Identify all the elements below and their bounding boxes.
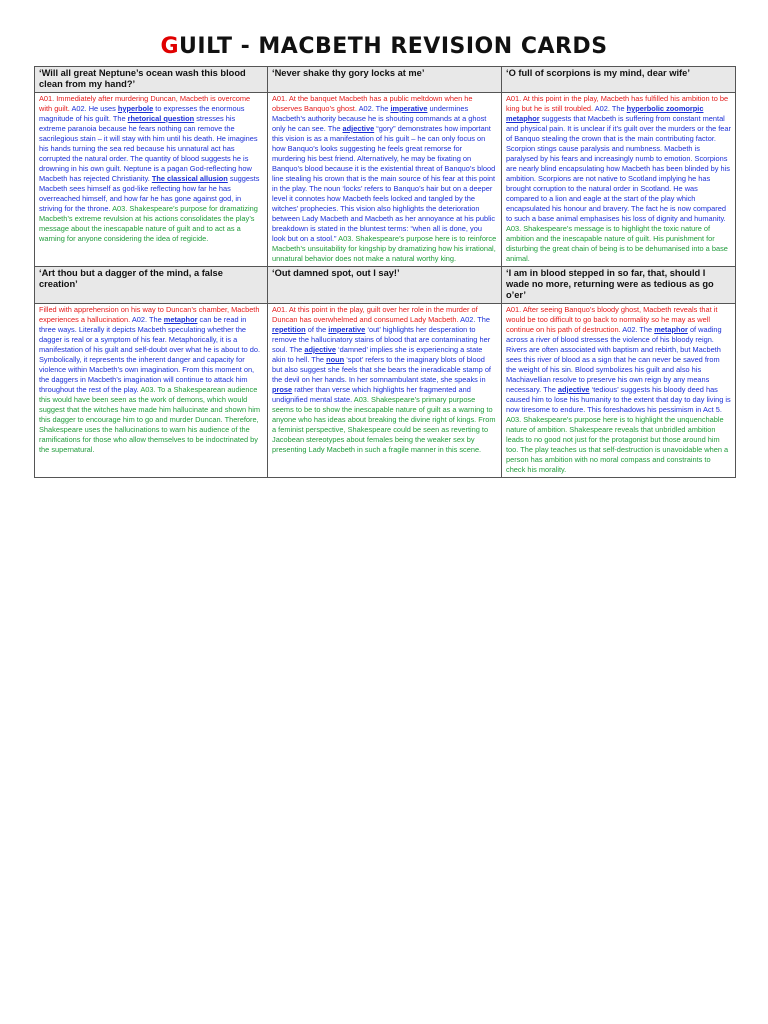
analysis-text-ao3: A03. Shakespeare’s purpose here is to reinforce Macbeth’s unsuitability for kingship by dramatizing how his irrational, unnatural behavior does not make a natural worthy king. xyxy=(272,234,497,263)
analysis-text-ao2: A02. The xyxy=(358,104,391,113)
revision-cards-table xyxy=(34,66,736,478)
analysis-text-ao2: of wading across a river of blood stresses the violence of his bloody reign. Rivers are often associated with baptism and rebirth, but Macbeth sees this river of blood as a sign that he can never be saved from the weight of his sin. Blood symbolizes his guilt and also his Machiavellian resolve to preserve his own reign by any means necessary. The xyxy=(506,325,722,394)
key-term: imperative xyxy=(390,104,428,113)
quote-cell: ‘Never shake thy gory locks at me’ xyxy=(268,67,502,93)
analysis-text-ao1: A01. At the banquet Macbeth has a public meltdown when he observes Banquo’s ghost. xyxy=(272,94,473,113)
analysis-text-ao2: A02. The xyxy=(131,315,164,324)
analysis-text-ao2: rather than verse which highlights her fragmented and undignified mental state. xyxy=(272,385,471,404)
analysis-text-ao3: A03. Shakespeare’s purpose here is to highlight the unquenchable nature of ambition. Shakespeare reveals that unbridled ambition leads to no good not just for the protagonist but those around him too. The play teaches us that self-destruction is unavoidable when a person has ambition with no moral compass and constraints to check his morality. xyxy=(506,415,729,474)
analysis-text-ao2: suggests that Macbeth is suffering from constant mental and physical pain. It is unclear if it’s guilt over the murders or the fear of Banquo stealing the crown that is the main contributing factor. Scorpion stings cause paralysis and numbness. Macbeth is paralysed by his fears and increasingly numb to emotion. Scorpions are nearly blind encapsulating how Macbeth has been blinded by his ambition. Scorpions are not native to Scotland implying he has brought corruption to the natural order in Scotland. He was compared to a lion and eagle at the start of the play which encapsulated his honour and bravery. The fact he is now compared to such a base animal emphasises his loss of dignity and humanity. xyxy=(506,114,731,223)
key-term: adjective xyxy=(557,385,590,394)
analysis-text-ao2: undermines Macbeth’s authority because he is shouting commands at a ghost only he can see. The xyxy=(272,104,487,133)
quote-row-2 xyxy=(35,267,736,304)
analysis-text-ao3: A03. Shakespeare’s message is to highlight the toxic nature of ambition and the inescapable nature of guilt. His punishment for disturbing the great chain of being is to be dehumanised into a base animal. xyxy=(506,224,728,263)
analysis-text-ao2: A02. The xyxy=(620,325,655,334)
key-term: The classical allusion xyxy=(151,174,228,183)
title-first-letter: G xyxy=(160,34,180,59)
analysis-cell xyxy=(268,93,502,267)
key-term: imperative xyxy=(328,325,366,334)
analysis-cell xyxy=(35,304,268,478)
analysis-text-ao1: A01. Immediately after murdering Duncan, Macbeth is overcome with guilt. xyxy=(39,94,251,113)
key-term: hyperbole xyxy=(117,104,154,113)
key-term: repetition xyxy=(272,325,306,334)
key-term: adjective xyxy=(304,345,336,354)
analysis-text-ao2: ‘out’ highlights her desperation to remove the hallucinatory stains of blood that are contaminating her soul. The xyxy=(272,325,491,354)
key-term: adjective xyxy=(342,124,375,133)
key-term: prose xyxy=(272,385,293,394)
quote-cell: ‘O full of scorpions is my mind, dear wife’ xyxy=(502,67,736,93)
title-rest: UILT - MACBETH REVISION CARDS xyxy=(179,34,608,59)
analysis-text-ao2: to expresses the enormous magnitude of his guilt. The xyxy=(39,104,245,123)
analysis-text-ao1: A01. At this point in the play, Macbeth has fulfilled his ambition to be king but he is still troubled. xyxy=(506,94,729,113)
analysis-text-ao2: suggests Macbeth sees himself as god-like reflecting how far he has overreached himself, and how far he has gone against god, in striving for the throne. xyxy=(39,174,260,213)
key-term: hyperbolic zoomorpic metaphor xyxy=(506,104,704,123)
quote-row-1 xyxy=(35,67,736,93)
analysis-text-ao1: A01. At this point in the play, guilt over her role in the murder of Duncan has overwhelmed and consumed Lady Macbeth. xyxy=(272,305,478,324)
analysis-text-ao2: of the xyxy=(305,325,329,334)
page-title xyxy=(0,34,768,59)
analysis-text-ao2: A02. The xyxy=(594,104,627,113)
key-term: metaphor xyxy=(654,325,688,334)
quote-cell: ‘Out damned spot, out I say!’ xyxy=(268,267,502,304)
analysis-cell xyxy=(268,304,502,478)
quote-cell: ‘I am in blood stepped in so far, that, should I wade no more, returning were as tedious as go o’er’ xyxy=(502,267,736,304)
analysis-text-ao3: A03. Shakespeare’s purpose for dramatizing Macbeth’s extreme revulsion at his actions consolidates the play’s message about the inescapable nature of guilt and to act as a warning for anyone considering the idea of regicide. xyxy=(39,204,258,243)
analysis-text-ao2: “gory” demonstrates how important this vision is as a manifestation of his guilt – he can only focus on how Banquo’s looks suggesting he feels great remorse for murdering his best friend. Alternatively, he may be fixating on Banquo’s blood because it is the existential threat of Banquo’s blood line stealing his crown that is the main source of his fear at this point in the play. The noun ‘locks’ refers to Banquo’s hair but on a deeper level it connotes how Macbeth feels locked and tangled by the witches’ prophecies. This vision also highlights the deterioration between Lady Macbeth and Macbeth as her annoyance at his public breakdown is stated in the bluntest terms: “when all is done, you look but on a stool.” xyxy=(272,124,496,243)
analysis-text-ao2: A02. The xyxy=(460,315,491,324)
analysis-text-ao2: can be read in three ways. Literally it depicts Macbeth speculating whether the dagger is real or a symptom of his fear. Metaphorically, it is a manifestation of his guilt and self-doubt over what he is about to do. Symbolically, it represents the inherent danger and capacity for violence within Macbeth’s own imagination. From this moment on, the daggers in Macbeth’s imagination will continue to attack him throughout the rest of the play. xyxy=(39,315,261,394)
analysis-text-ao3: A03. Shakespeare’s primary purpose seems to be to show the inescapable nature of guilt as a warning to anyone who has ideas about breaking the divine right of kings. From a feminist perspective, Shakespeare could be seen as reverting to Jacobean stereotypes about females being the weaker sex by presenting Lady Macbeth in such a fragile manner in this scene. xyxy=(272,395,496,454)
analysis-row-1 xyxy=(35,93,736,267)
analysis-cell xyxy=(502,93,736,267)
key-term: rhetorical question xyxy=(127,114,195,123)
analysis-text-ao1: A01. After seeing Banquo’s bloody ghost, Macbeth reveals that it would be too difficult to go back to normality so he may as well continue on his path of destruction. xyxy=(506,305,718,334)
analysis-text-ao1: Filled with apprehension on his way to Duncan’s chamber, Macbeth experiences a hallucination. xyxy=(39,305,260,324)
analysis-row-2 xyxy=(35,304,736,478)
analysis-text-ao2: ‘damned’ implies she is experiencing a state akin to hell. The xyxy=(272,345,483,364)
analysis-text-ao2: ‘spot’ refers to the imaginary blots of blood but also suggest she feels that she bears the ineradicable stamp of the devil on her hands. In her somnambulant state, she speaks in xyxy=(272,355,491,384)
analysis-text-ao2: A02. He uses xyxy=(71,104,118,113)
quote-cell: ‘Art thou but a dagger of the mind, a false creation’ xyxy=(35,267,268,304)
key-term: metaphor xyxy=(163,315,198,324)
analysis-text-ao2: stresses his extreme paranoia because he fears nothing can remove the sacrilegious stain – it will stay with him until his death. He imagines his hands turning the sea red because his unnatural act has corrupted the natural order. The quantity of blood suggests he is drowning in his own guilt. Neptune is a pagan God-reflecting how Macbeth has rejected Christianity. xyxy=(39,114,258,183)
analysis-cell xyxy=(502,304,736,478)
analysis-cell xyxy=(35,93,268,267)
analysis-text-ao3: A03. To a Shakespearean audience this would have been seen as the work of demons, which would suggest that the witches have made him hallucinate and shown him this dagger to encourage him to go and murder Duncan. Therefore, Shakespeare uses the hallucinations to warn his audience of the ramifications for those who allow themselves to be indoctrinated by the supernatural. xyxy=(39,385,261,454)
key-term: noun xyxy=(326,355,345,364)
analysis-text-ao2: ‘tedious’ suggests his bloody deed has caused him to lose his humanity to the extent that day to day living is now tiresome to endure. This foreshadows his pessimism in Act 5. xyxy=(506,385,731,414)
quote-cell: ‘Will all great Neptune’s ocean wash this blood clean from my hand?’ xyxy=(35,67,268,93)
